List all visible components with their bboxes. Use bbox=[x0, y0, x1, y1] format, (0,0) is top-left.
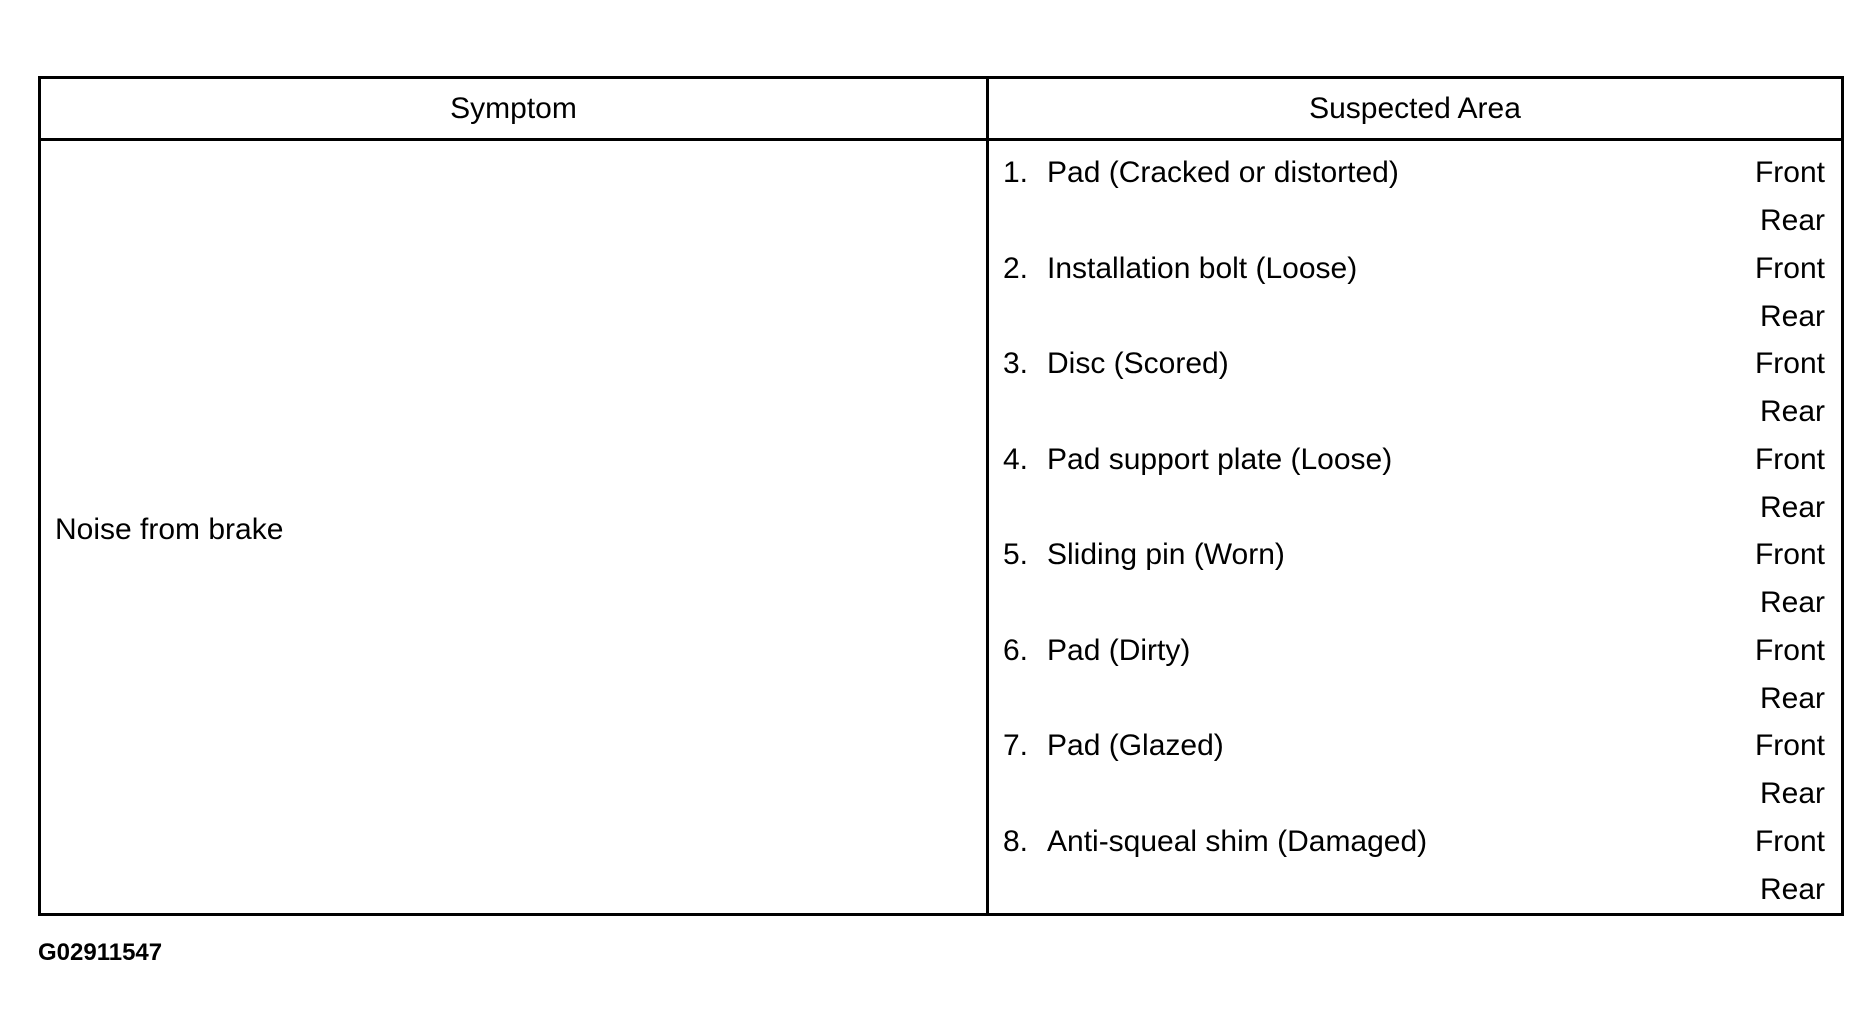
table-header-row bbox=[41, 79, 1841, 141]
header-suspected-area: Suspected Area bbox=[1309, 92, 1521, 125]
troubleshooting-table bbox=[38, 76, 1844, 916]
item-rear-label: Rear bbox=[1759, 777, 1825, 810]
symptom-cell: Noise from brake bbox=[55, 513, 284, 546]
suspected-area-item bbox=[989, 537, 1841, 633]
item-rear-label: Rear bbox=[1759, 395, 1825, 428]
item-rear-label: Rear bbox=[1759, 872, 1825, 906]
item-number: 7. bbox=[1003, 729, 1029, 762]
item-front-label: Front bbox=[1754, 156, 1825, 189]
item-front-label: Front bbox=[1754, 633, 1825, 667]
suspected-area-item bbox=[989, 824, 1841, 920]
suspected-area-list bbox=[989, 155, 1841, 919]
item-number: 5. bbox=[1003, 538, 1029, 571]
item-label: Anti-squeal shim (Damaged) bbox=[1047, 824, 1428, 858]
item-front-label: Front bbox=[1754, 442, 1825, 476]
item-label: Pad support plate (Loose) bbox=[1047, 442, 1393, 476]
item-label: Pad (Cracked or distorted) bbox=[1047, 156, 1399, 189]
suspected-area-item bbox=[989, 442, 1841, 538]
item-number: 2. bbox=[1003, 251, 1029, 285]
item-number: 8. bbox=[1003, 824, 1029, 858]
item-rear-label: Rear bbox=[1759, 204, 1825, 237]
suspected-area-item bbox=[989, 728, 1841, 824]
item-front-label: Front bbox=[1754, 347, 1825, 380]
item-label: Pad (Dirty) bbox=[1047, 633, 1191, 667]
item-rear-label: Rear bbox=[1759, 586, 1825, 619]
item-rear-label: Rear bbox=[1759, 681, 1825, 715]
item-number: 1. bbox=[1003, 156, 1029, 189]
item-front-label: Front bbox=[1754, 729, 1825, 762]
item-front-label: Front bbox=[1754, 824, 1825, 858]
item-rear-label: Rear bbox=[1759, 490, 1825, 524]
header-symptom: Symptom bbox=[450, 92, 577, 125]
suspected-area-item bbox=[989, 155, 1841, 251]
item-rear-label: Rear bbox=[1759, 299, 1825, 333]
item-label: Sliding pin (Worn) bbox=[1047, 538, 1285, 571]
item-front-label: Front bbox=[1754, 251, 1825, 285]
suspected-area-item bbox=[989, 251, 1841, 347]
item-label: Disc (Scored) bbox=[1047, 347, 1229, 380]
item-number: 3. bbox=[1003, 347, 1029, 380]
figure-code: G02911547 bbox=[38, 939, 163, 966]
item-label: Installation bolt (Loose) bbox=[1047, 251, 1358, 285]
suspected-area-item bbox=[989, 346, 1841, 442]
suspected-area-item bbox=[989, 633, 1841, 729]
item-number: 6. bbox=[1003, 633, 1029, 667]
item-number: 4. bbox=[1003, 442, 1029, 476]
item-front-label: Front bbox=[1754, 538, 1825, 571]
item-label: Pad (Glazed) bbox=[1047, 729, 1224, 762]
